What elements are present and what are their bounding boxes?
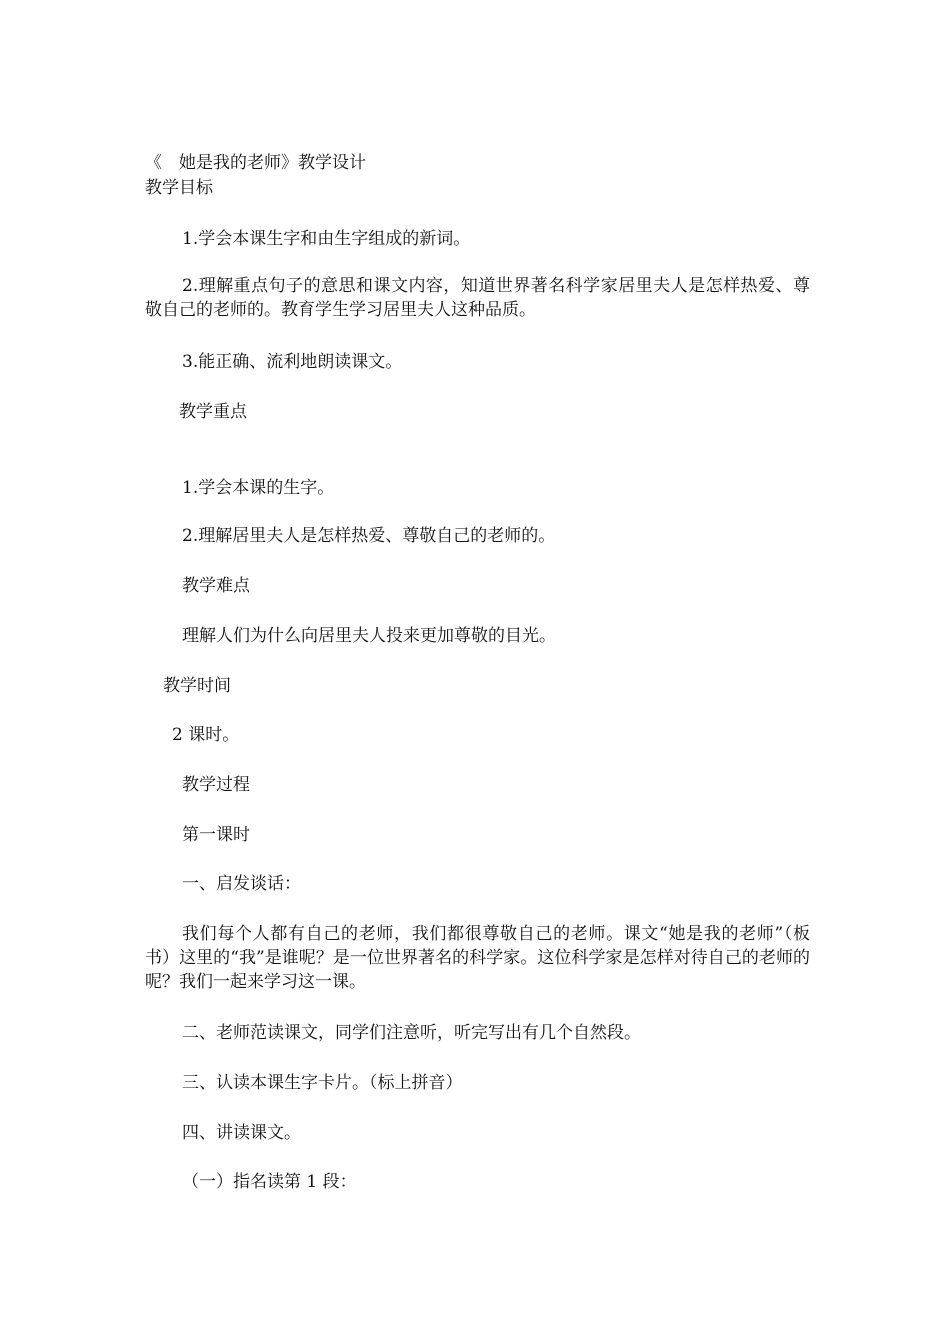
- key-point-1: 1.学会本课的生字。: [182, 478, 335, 498]
- section-heading-time: 教学时间: [163, 676, 231, 696]
- difficulty-text: 理解人们为什么向居里夫人投来更加尊敬的目光。: [182, 626, 556, 646]
- section-heading-process: 教学过程: [182, 775, 250, 795]
- step-4-subitem-1: （一）指名读第 1 段：: [182, 1172, 357, 1192]
- key-point-2: 2.理解居里夫人是怎样热爱、尊敬自己的老师的。: [182, 526, 556, 546]
- goal-item-1: 1.学会本课生字和由生字组成的新词。: [182, 229, 471, 249]
- step-1-text: 我们每个人都有自己的老师，我们都很尊敬自己的老师。课文“她是我的老师”（板书）这里的“我”是谁呢？是一位世界著名的科学家。这位科学家是怎样对待自己的老师的呢？我们一起来学习这一课。: [145, 924, 810, 992]
- time-text: 2 课时。: [172, 725, 240, 745]
- section-heading-difficulty: 教学难点: [182, 576, 250, 596]
- step-2-text: 二、老师范读课文，同学们注意听，听完写出有几个自然段。: [182, 1023, 641, 1043]
- step-3-text: 三、认读本课生字卡片。（标上拼音）: [182, 1073, 463, 1093]
- section-heading-key-points: 教学重点: [179, 402, 247, 422]
- step-4-text: 四、讲读课文。: [182, 1123, 301, 1143]
- goal-item-2: 2.理解重点句子的意思和课文内容，知道世界著名科学家居里夫人是怎样热爱、尊敬自己的老师的。教育学生学习居里夫人这种品质。: [145, 276, 810, 320]
- document-title: 《 她是我的老师》教学设计: [145, 153, 366, 173]
- lesson-1-heading: 第一课时: [182, 825, 250, 845]
- section-heading-goals: 教学目标: [145, 178, 213, 198]
- goal-item-3: 3.能正确、流利地朗读课文。: [182, 352, 403, 372]
- step-1-heading: 一、启发谈话：: [182, 874, 301, 894]
